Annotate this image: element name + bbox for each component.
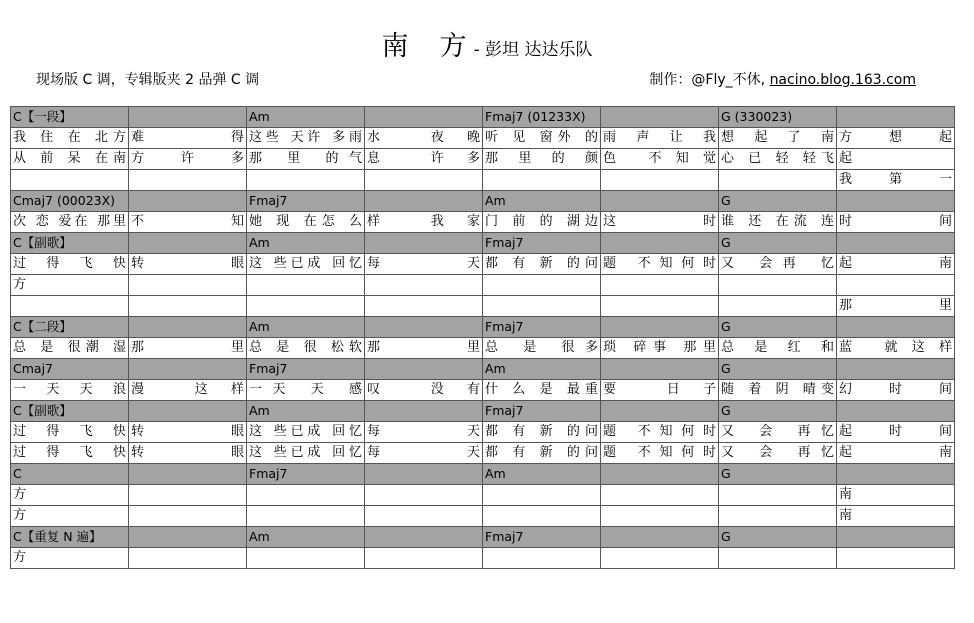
chord-cell: G (330023) <box>719 107 837 128</box>
lyric-cell: 听 见 窗外 的 <box>483 128 601 149</box>
chord-cell <box>601 317 719 338</box>
chord-cell: G <box>719 191 837 212</box>
lyric-cell <box>129 170 247 191</box>
lyric-cell <box>247 485 365 506</box>
chord-cell: Fmaj7 (01233X) <box>483 107 601 128</box>
lyric-cell: 起 时 间 <box>837 422 955 443</box>
song-title: 南 方 <box>381 31 469 62</box>
lyric-cell <box>129 506 247 527</box>
chord-cell: C【副歌】 <box>11 233 129 254</box>
chord-cell: G <box>719 527 837 548</box>
chord-cell <box>601 191 719 212</box>
lyric-cell: 难得 <box>129 128 247 149</box>
lyric-cell <box>719 548 837 569</box>
lyric-row <box>11 338 955 359</box>
lyric-cell: 又 会再 忆 <box>719 254 837 275</box>
lyric-cell: 起 南 <box>837 443 955 464</box>
chord-row <box>11 317 955 338</box>
chord-cell <box>601 233 719 254</box>
lyric-cell <box>483 296 601 317</box>
chord-cell: Fmaj7 <box>247 359 365 380</box>
lyric-cell: 方 <box>11 275 129 296</box>
lyric-cell: 每天 <box>365 443 483 464</box>
lyric-row <box>11 506 955 527</box>
chord-row <box>11 464 955 485</box>
chord-cell: G <box>719 359 837 380</box>
lyric-cell: 那 里 <box>837 296 955 317</box>
lyric-cell <box>247 170 365 191</box>
lyric-cell <box>483 506 601 527</box>
lyric-cell: 这 些已成 回忆 <box>247 254 365 275</box>
chord-cell <box>837 359 955 380</box>
lyric-cell: 什 么 是 最重 <box>483 380 601 401</box>
lyric-cell: 起 南 <box>837 254 955 275</box>
lyric-cell <box>483 275 601 296</box>
lyric-row <box>11 422 955 443</box>
chord-cell: Fmaj7 <box>483 527 601 548</box>
chord-cell: C【二段】 <box>11 317 129 338</box>
artist-name: - 彭坦 达达乐队 <box>473 40 593 60</box>
lyric-cell: 幻 时 间 <box>837 380 955 401</box>
chord-cell <box>365 527 483 548</box>
chord-row <box>11 359 955 380</box>
chord-chart-table <box>10 106 955 569</box>
lyric-cell <box>601 275 719 296</box>
lyric-cell: 又 会 再忆 <box>719 422 837 443</box>
lyric-cell: 那 里 的 颜 <box>483 149 601 170</box>
chord-cell <box>837 233 955 254</box>
lyric-row <box>11 275 955 296</box>
lyric-row <box>11 485 955 506</box>
chord-row <box>11 401 955 422</box>
lyric-cell <box>719 485 837 506</box>
lyric-row <box>11 149 955 170</box>
lyric-cell: 心 已 轻 轻飞 <box>719 149 837 170</box>
chord-cell <box>365 107 483 128</box>
lyric-cell: 转眼 <box>129 422 247 443</box>
chord-cell: C【副歌】 <box>11 401 129 422</box>
lyric-cell: 那里 <box>129 338 247 359</box>
lyric-cell <box>247 275 365 296</box>
lyric-cell: 每天 <box>365 254 483 275</box>
lyric-cell <box>601 506 719 527</box>
lyric-cell: 时 间 <box>837 212 955 233</box>
lyric-cell: 琐 碎事 那里 <box>601 338 719 359</box>
lyric-cell <box>483 485 601 506</box>
chord-cell: Fmaj7 <box>247 464 365 485</box>
lyric-cell: 方 许 多 <box>129 149 247 170</box>
lyric-cell: 那 里 的气 <box>247 149 365 170</box>
chord-cell <box>365 317 483 338</box>
lyric-cell: 叹 没有 <box>365 380 483 401</box>
lyric-cell: 都 有 新 的问 <box>483 254 601 275</box>
chord-cell <box>129 359 247 380</box>
lyric-cell: 方 想 起 <box>837 128 955 149</box>
lyric-cell <box>247 548 365 569</box>
lyric-cell: 题 不知何时 <box>601 443 719 464</box>
chord-cell: C【重复 N 遍】 <box>11 527 129 548</box>
lyric-cell: 漫 这样 <box>129 380 247 401</box>
lyric-cell: 一 天 天 浪 <box>11 380 129 401</box>
chord-cell: C <box>11 464 129 485</box>
lyric-cell: 题 不知何时 <box>601 422 719 443</box>
lyric-cell <box>365 506 483 527</box>
credit-author: 制作：@Fly_不休, <box>649 72 766 88</box>
lyric-cell: 色 不知觉 <box>601 149 719 170</box>
lyric-cell: 我第一 <box>837 170 955 191</box>
chord-cell <box>601 527 719 548</box>
lyric-cell: 雨 声 让 我 <box>601 128 719 149</box>
chord-cell <box>365 464 483 485</box>
lyric-row <box>11 296 955 317</box>
lyric-cell: 息 许多 <box>365 149 483 170</box>
chord-cell <box>129 527 247 548</box>
chord-cell: Am <box>483 464 601 485</box>
chord-row <box>11 233 955 254</box>
lyric-row <box>11 128 955 149</box>
lyric-cell <box>11 296 129 317</box>
lyric-cell: 她 现 在怎 么 <box>247 212 365 233</box>
chord-cell <box>601 107 719 128</box>
lyric-row <box>11 443 955 464</box>
lyric-cell <box>247 506 365 527</box>
chord-cell <box>129 464 247 485</box>
chord-cell: Am <box>247 527 365 548</box>
lyric-cell <box>365 275 483 296</box>
chord-cell <box>129 233 247 254</box>
chord-cell <box>837 464 955 485</box>
lyric-cell <box>365 170 483 191</box>
lyric-cell: 又 会 再忆 <box>719 443 837 464</box>
lyric-row <box>11 548 955 569</box>
version-note: 现场版 C 调，专辑版夹 2 品弹 C 调 <box>36 72 260 88</box>
chord-cell: Fmaj7 <box>483 401 601 422</box>
lyric-cell: 过 得 飞 快 <box>11 443 129 464</box>
chord-cell <box>129 401 247 422</box>
lyric-cell: 那里 <box>365 338 483 359</box>
lyric-cell: 我 住 在 北方 <box>11 128 129 149</box>
lyric-cell: 一天 天 感 <box>247 380 365 401</box>
lyric-cell: 起 <box>837 149 955 170</box>
lyric-cell: 想 起 了 南 <box>719 128 837 149</box>
chord-cell: Fmaj7 <box>247 191 365 212</box>
chord-row <box>11 107 955 128</box>
lyric-cell <box>365 485 483 506</box>
lyric-cell: 蓝 就这样 <box>837 338 955 359</box>
lyric-cell: 都 有 新 的问 <box>483 422 601 443</box>
lyric-cell <box>365 296 483 317</box>
chord-cell: Am <box>247 233 365 254</box>
chord-cell <box>365 401 483 422</box>
lyric-cell <box>837 548 955 569</box>
lyric-cell: 方 <box>11 548 129 569</box>
chord-cell: Cmaj7 (00023X) <box>11 191 129 212</box>
chord-cell: C【一段】 <box>11 107 129 128</box>
lyric-row <box>11 254 955 275</box>
lyric-cell: 要 日子 <box>601 380 719 401</box>
lyric-cell <box>365 548 483 569</box>
lyric-cell: 方 <box>11 485 129 506</box>
chord-cell: G <box>719 401 837 422</box>
lyric-cell: 每天 <box>365 422 483 443</box>
chord-cell: Cmaj7 <box>11 359 129 380</box>
lyric-cell: 这时 <box>601 212 719 233</box>
chord-cell: Am <box>483 359 601 380</box>
song-title-line <box>0 24 974 63</box>
chord-row <box>11 191 955 212</box>
lyric-cell: 方 <box>11 506 129 527</box>
lyric-cell <box>719 170 837 191</box>
chord-cell <box>129 317 247 338</box>
lyric-cell: 总 是 很潮 湿 <box>11 338 129 359</box>
lyric-cell: 门 前 的 湖边 <box>483 212 601 233</box>
lyric-cell: 总 是 很多 <box>483 338 601 359</box>
chord-row <box>11 527 955 548</box>
lyric-cell <box>719 275 837 296</box>
chord-cell <box>837 107 955 128</box>
lyric-cell: 过 得 飞 快 <box>11 254 129 275</box>
chord-cell: Am <box>247 317 365 338</box>
credit-line <box>649 69 916 89</box>
lyric-cell: 南 <box>837 485 955 506</box>
lyric-cell <box>129 275 247 296</box>
lyric-cell <box>483 170 601 191</box>
lyric-cell <box>11 170 129 191</box>
lyric-cell: 随 着 阴 晴变 <box>719 380 837 401</box>
lyric-cell: 总 是 很 松软 <box>247 338 365 359</box>
lyric-cell: 总 是 红 和 <box>719 338 837 359</box>
chord-cell: Am <box>483 191 601 212</box>
lyric-cell <box>837 275 955 296</box>
lyric-cell: 转眼 <box>129 254 247 275</box>
lyric-cell <box>129 548 247 569</box>
lyric-cell <box>247 296 365 317</box>
lyric-cell: 过 得 飞 快 <box>11 422 129 443</box>
lyric-cell: 南 <box>837 506 955 527</box>
lyric-row <box>11 212 955 233</box>
chord-cell <box>837 527 955 548</box>
chord-cell: Am <box>247 107 365 128</box>
lyric-row <box>11 170 955 191</box>
lyric-cell: 这 些已成 回忆 <box>247 422 365 443</box>
lyric-cell <box>719 296 837 317</box>
lyric-cell: 不知 <box>129 212 247 233</box>
chord-cell <box>837 317 955 338</box>
lyric-cell <box>601 485 719 506</box>
lyric-cell: 水 夜晚 <box>365 128 483 149</box>
chord-cell: Am <box>247 401 365 422</box>
chord-cell: Fmaj7 <box>483 317 601 338</box>
chord-cell <box>129 191 247 212</box>
lyric-cell: 从 前 呆 在南 <box>11 149 129 170</box>
chord-cell: Fmaj7 <box>483 233 601 254</box>
lyric-row <box>11 380 955 401</box>
lyric-cell <box>483 548 601 569</box>
chord-cell <box>601 359 719 380</box>
lyric-cell <box>601 548 719 569</box>
lyric-cell: 题 不知何时 <box>601 254 719 275</box>
lyric-cell: 转眼 <box>129 443 247 464</box>
lyric-cell <box>601 296 719 317</box>
chord-cell: G <box>719 464 837 485</box>
lyric-cell <box>129 485 247 506</box>
chord-cell: G <box>719 317 837 338</box>
chord-cell <box>837 191 955 212</box>
lyric-cell <box>719 506 837 527</box>
chord-cell <box>601 464 719 485</box>
chord-cell <box>837 401 955 422</box>
lyric-cell: 都 有 新 的问 <box>483 443 601 464</box>
chord-cell <box>365 191 483 212</box>
chord-cell <box>365 359 483 380</box>
chord-cell <box>601 401 719 422</box>
lyric-cell: 谁 还 在流 连 <box>719 212 837 233</box>
chord-cell: G <box>719 233 837 254</box>
chord-cell <box>365 233 483 254</box>
lyric-cell: 这 些已成 回忆 <box>247 443 365 464</box>
blog-link[interactable]: nacino.blog.163.com <box>769 72 916 88</box>
lyric-cell: 这些 天许 多雨 <box>247 128 365 149</box>
lyric-cell: 样 我家 <box>365 212 483 233</box>
lyric-cell: 次 恋 爱在 那里 <box>11 212 129 233</box>
lyric-cell <box>601 170 719 191</box>
lyric-cell <box>129 296 247 317</box>
chord-cell <box>129 107 247 128</box>
